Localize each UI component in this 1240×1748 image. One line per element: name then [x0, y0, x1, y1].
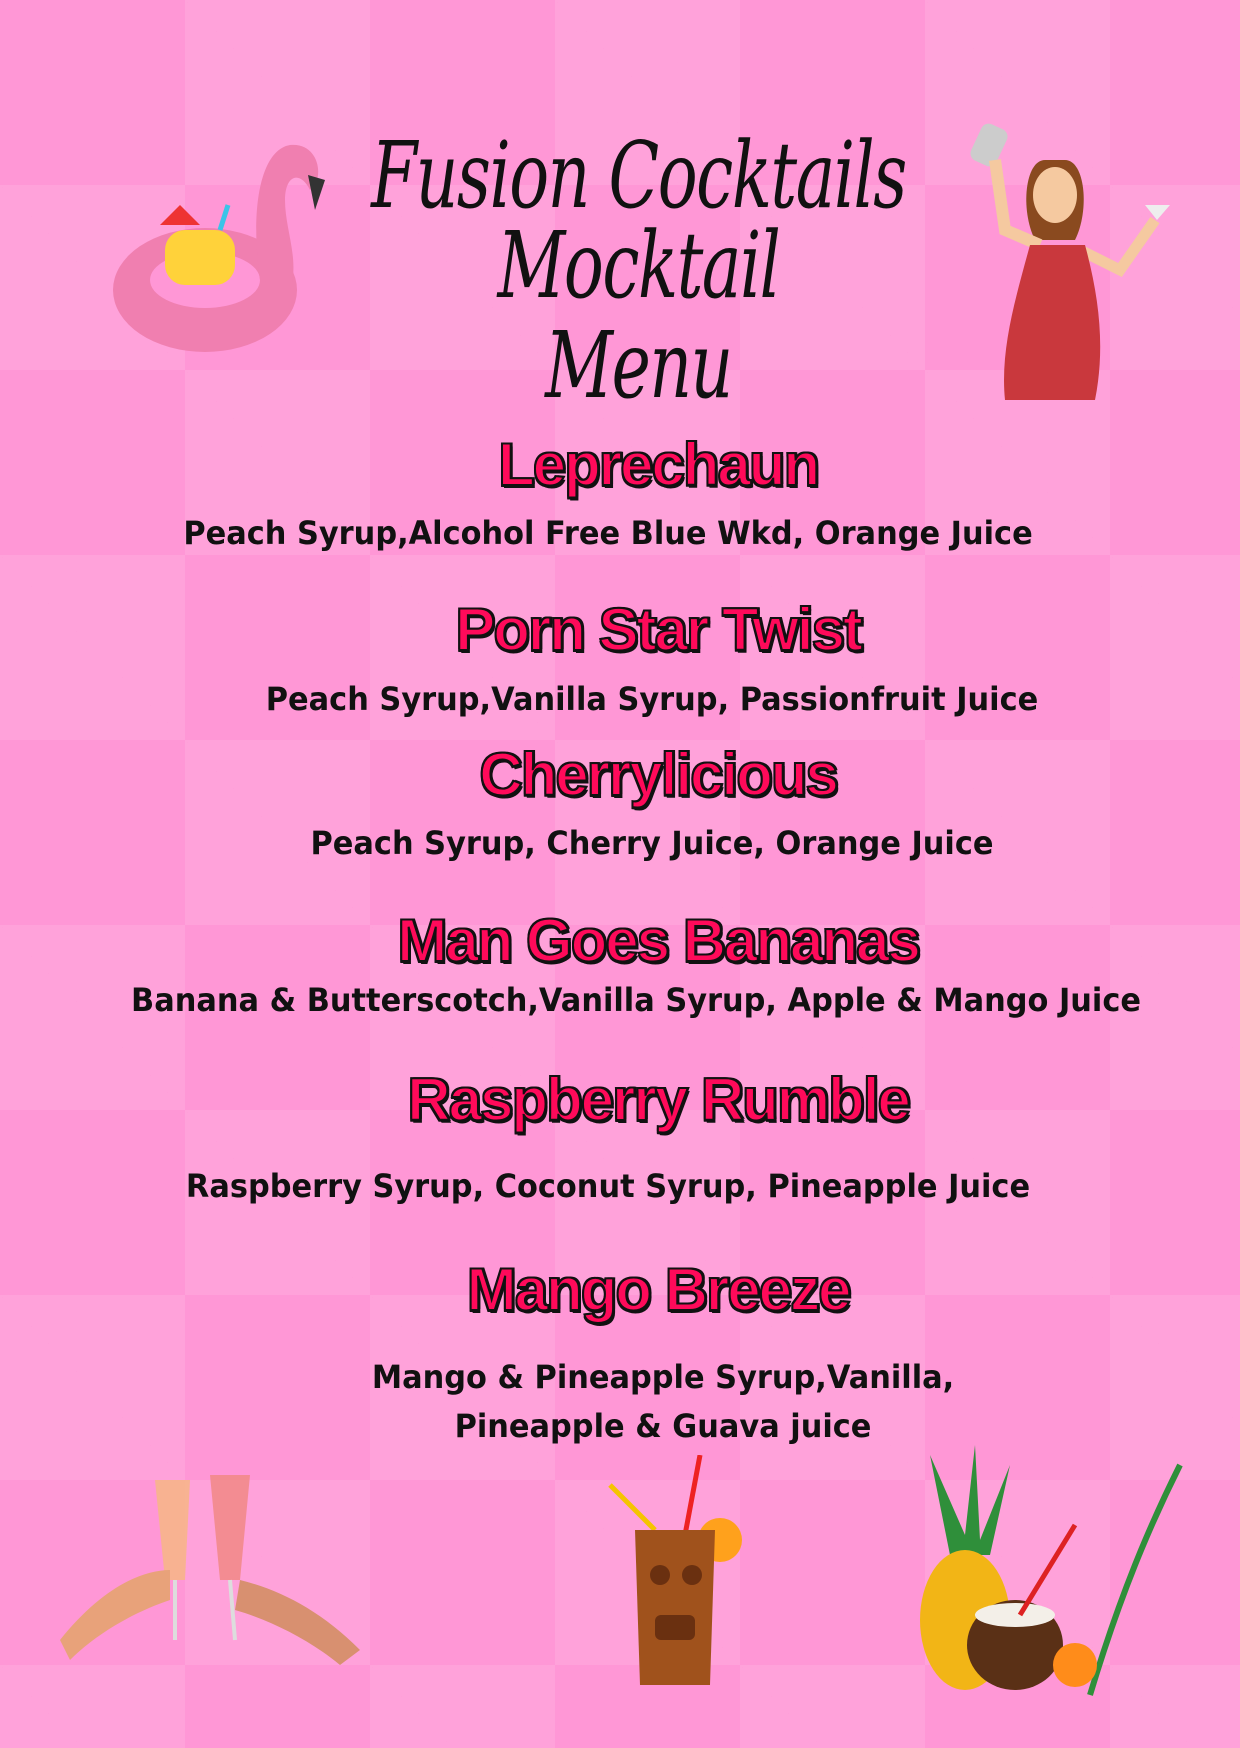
title-line-3: Menu	[545, 312, 732, 419]
toasting-glasses-icon	[60, 1460, 370, 1670]
title-line-1: Fusion Cocktails	[371, 122, 906, 229]
drink-ingredients: Peach Syrup, Cherry Juice, Orange Juice	[310, 824, 994, 862]
drink-name: Man Goes Bananas	[397, 907, 919, 974]
drink-name: Raspberry Rumble	[407, 1066, 909, 1133]
pineapple-coconut-icon	[890, 1445, 1190, 1705]
drink-ingredients-line-2: Pineapple & Guava juice	[454, 1407, 872, 1445]
drink-ingredients: Peach Syrup,Alcohol Free Blue Wkd, Orange Juice	[183, 514, 1033, 552]
drink-ingredients: Mango & Pineapple Syrup,Vanilla,	[371, 1358, 955, 1396]
flamingo-float-icon	[110, 130, 340, 375]
woman-with-cocktail-icon	[955, 120, 1195, 405]
tiki-drink-icon	[600, 1455, 750, 1695]
drink-name: Mango Breeze	[466, 1256, 850, 1323]
drink-ingredients: Raspberry Syrup, Coconut Syrup, Pineapple Juice	[185, 1167, 1031, 1205]
drink-ingredients: Peach Syrup,Vanilla Syrup, Passionfruit Juice	[265, 680, 1039, 718]
drink-ingredients: Banana & Butterscotch,Vanilla Syrup, Apple & Mango Juice	[131, 981, 1141, 1019]
drink-name: Porn Star Twist	[455, 596, 861, 663]
drink-name: Cherrylicious	[479, 741, 837, 808]
title-line-2: Mocktail	[497, 212, 780, 319]
drink-name: Leprechaun	[497, 431, 819, 498]
